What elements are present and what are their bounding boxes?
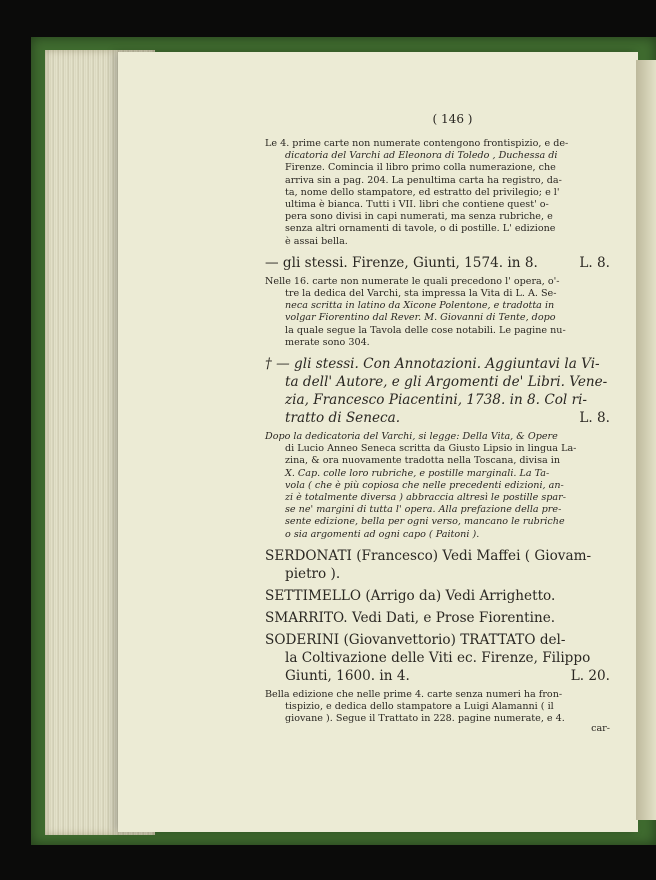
note-line: tispizio, e dedica dello stampatore a Luigi Alamanni ( il <box>285 701 554 713</box>
note-line: dicatoria del Varchi ad Eleonora di Toledo , Duchessa di <box>285 150 558 162</box>
note-line: volgar Fiorentino dal Rever. M. Giovanni di Tente, dopo <box>285 312 556 324</box>
entry-line: la Coltivazione delle Viti ec. Firenze, Filippo <box>285 649 591 666</box>
note-line: Nelle 16. carte non numerate le quali precedono l' opera, o'- <box>265 275 560 287</box>
note-line: di Lucio Anneo Seneca scritta da Giusto Lipsio in lingua La- <box>285 443 577 455</box>
note-line: neca scritta in latino da Xicone Polentone, e tradotta in <box>285 300 555 312</box>
entry-price: L. 20. <box>570 667 610 684</box>
note-line: se ne' margini di tutta l' opera. Alla prefazione della pre- <box>285 504 562 516</box>
entry-line <box>265 409 610 427</box>
note-paragraph-2 <box>265 276 610 349</box>
entry-settimello: SETTIMELLO (Arrigo da) Vedi Arrighetto. <box>265 587 556 604</box>
note-line: la quale segue la Tavola delle cose notabili. Le pagine nu- <box>285 324 566 336</box>
entry-serdonati <box>265 547 610 583</box>
note-paragraph-4 <box>265 689 610 726</box>
entry-soderini <box>265 631 610 685</box>
note-line: giovane ). Segue il Trattato in 228. pagine numerate, e 4. <box>285 713 565 725</box>
note-line: tre la dedica del Varchi, sta impressa la Vita di L. A. Se- <box>285 288 557 300</box>
note-line: X. Cap. colle loro rubriche, e postille marginali. La Ta- <box>285 467 550 479</box>
note-line: zi è totalmente diversa ) abbraccia altresì le postille spar- <box>285 492 566 504</box>
note-line: pera sono divisi in capi numerati, ma senza rubriche, e <box>285 211 553 223</box>
note-line: merate sono 304. <box>285 336 370 348</box>
facing-page-edge <box>636 60 656 820</box>
note-line: senza altri ornamenti di tavole, o di postille. L' edizione <box>285 223 556 235</box>
entry-gli-stessi-1574 <box>265 254 610 272</box>
entry-line: † — gli stessi. Con Annotazioni. Aggiuntavi la Vi- <box>265 356 600 373</box>
entry-gli-stessi-1738 <box>265 355 610 427</box>
entry-line: ta dell' Autore, e gli Argomenti de' Libri. Vene- <box>285 374 608 391</box>
note-line: ultima è bianca. Tutti i VII. libri che contiene quest' o- <box>285 199 549 211</box>
page-number: ( 146 ) <box>432 112 473 126</box>
entry-line: zia, Francesco Piacentini, 1738. in 8. Col ri- <box>285 392 588 409</box>
note-line: Dopo la dedicatoria del Varchi, si legge: Della Vita, & Opere <box>265 431 558 443</box>
page-text <box>265 112 610 734</box>
note-line: sente edizione, bella per ogni verso, mancano le rubriche <box>285 516 565 528</box>
note-line: ta, nome dello stampatore, ed estratto del privilegio; e l' <box>285 186 560 198</box>
note-line: è assai bella. <box>285 235 348 247</box>
note-line: arriva sin a pag. 204. La penultima carta ha registro, da- <box>285 174 562 186</box>
note-line: vola ( che è più copiosa che nelle precedenti edizioni, an- <box>285 479 564 491</box>
note-line: Bella edizione che nelle prime 4. carte senza numeri ha fron- <box>265 688 563 700</box>
note-paragraph-1 <box>265 138 610 248</box>
entry-title: — gli stessi. Firenze, Giunti, 1574. in 8. <box>265 254 538 271</box>
note-paragraph-3 <box>265 431 610 541</box>
note-line: Firenze. Comincia il libro primo colla numerazione, che <box>285 162 556 174</box>
entry-title: tratto di Seneca. <box>285 410 401 427</box>
note-line: zina, & ora nuovamente tradotta nella Toscana, divisa in <box>285 455 561 467</box>
entry-price: L. 8. <box>579 410 610 427</box>
entry-price: L. 8. <box>579 254 610 271</box>
entry-smarrito: SMARRITO. Vedi Dati, e Prose Fiorentine. <box>265 609 556 626</box>
entry-line: pietro ). <box>285 565 341 582</box>
entry-line <box>265 667 610 685</box>
entry-line: SERDONATI (Francesco) Vedi Maffei ( Giovam- <box>265 547 592 564</box>
note-line: Le 4. prime carte non numerate contengono frontispizio, e de- <box>265 138 569 149</box>
entry-title: Giunti, 1600. in 4. <box>285 667 410 684</box>
catchword: car- <box>591 723 610 735</box>
note-line: o sia argomenti ad ogni capo ( Paitoni ). <box>285 528 480 540</box>
entry-line: SODERINI (Giovanvettorio) TRATTATO del- <box>265 631 566 648</box>
